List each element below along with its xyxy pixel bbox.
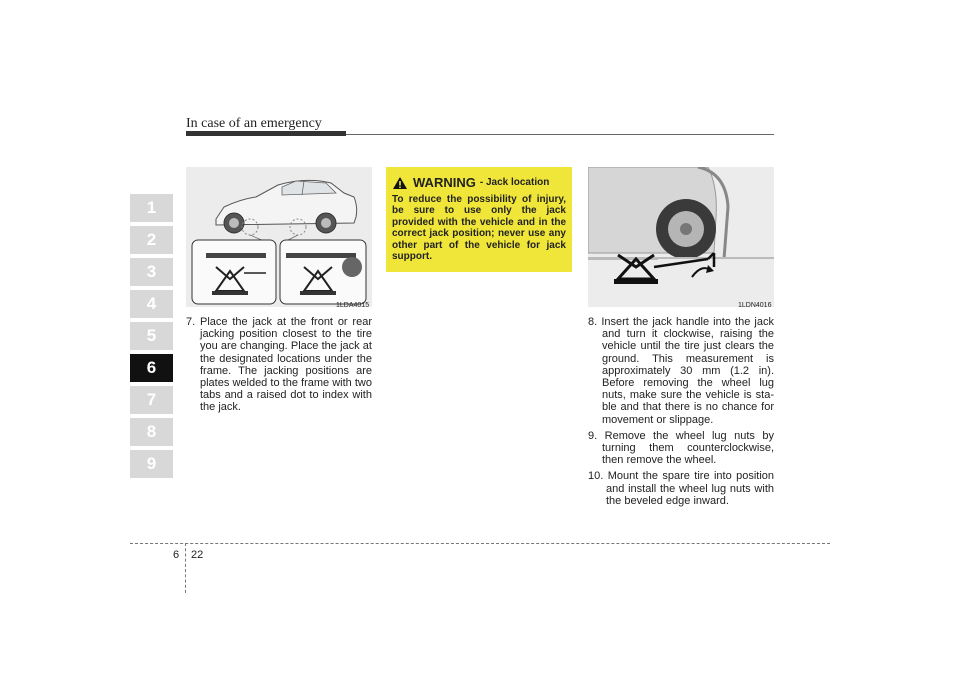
step-7-number: 7.	[186, 316, 196, 328]
chapter-tab-8[interactable]: 8	[130, 418, 173, 446]
step-7-text: Place the jack at the front or rear jacking position closest to the tire you are changing. Place the jack at the designated locations under the frame. The jacking positions are plates welded to the frame with two tabs and a raised dot to index with the jack.	[200, 316, 372, 414]
figure-jack-positions	[186, 167, 372, 307]
header-bar	[186, 131, 346, 136]
jack-handle-illustration	[588, 167, 774, 307]
step-10-text: Mount the spare tire into position and install the wheel lug nuts with the beveled edge inward.	[606, 470, 775, 507]
chapter-tab-9[interactable]: 9	[130, 450, 173, 478]
car-jack-illustration	[186, 167, 372, 307]
warning-text: To reduce the possibility of injury, be sure to use only the jack provided with the vehicle and in the correct jack position; never use any other part of the vehicle for jack support.	[392, 194, 566, 263]
chapter-tabs	[130, 194, 173, 482]
chapter-tab-4[interactable]: 4	[130, 290, 173, 318]
header-rule	[346, 134, 774, 135]
chapter-tab-2[interactable]: 2	[130, 226, 173, 254]
chapter-tab-6[interactable]: 6	[130, 354, 173, 382]
warning-box	[386, 167, 572, 272]
footer-section-number: 6	[173, 549, 180, 561]
warning-title: WARNING	[413, 175, 476, 190]
warning-subtitle: - Jack location	[479, 177, 550, 188]
chapter-tab-5[interactable]: 5	[130, 322, 173, 350]
steps-8-10	[588, 316, 774, 511]
step-10	[588, 470, 774, 507]
figure-code-2: 1LDN4016	[738, 302, 772, 309]
figure-code-1: 1LDA4015	[336, 302, 370, 309]
step-9-number: 9.	[588, 429, 598, 442]
step-7-paragraph	[186, 316, 372, 418]
step-10-number: 10.	[588, 470, 604, 483]
step-8-text: Insert the jack handle into the jack and turn it clockwise, raising the vehicle until the tire just clears the ground. This measurement is approximately 30 mm (1.2 in). Before removing the wheel lug nuts, make sure the vehicle is sta-ble and that there is no chance for movement or slippage.	[601, 316, 774, 426]
step-8-number: 8.	[588, 316, 598, 328]
footer-page-number: 22	[191, 549, 204, 561]
footer-rule	[130, 543, 830, 544]
chapter-tab-1[interactable]: 1	[130, 194, 173, 222]
step-8	[588, 316, 774, 426]
chapter-tab-7[interactable]: 7	[130, 386, 173, 414]
step-9	[588, 430, 774, 467]
step-9-text: Remove the wheel lug nuts by turning them counterclockwise, then remove the wheel.	[602, 429, 774, 467]
chapter-tab-3[interactable]: 3	[130, 258, 173, 286]
warning-triangle-icon	[392, 176, 408, 190]
page-header-title: In case of an emergency	[186, 116, 322, 131]
figure-jack-handle	[588, 167, 774, 307]
warning-header	[392, 175, 566, 190]
footer-divider	[185, 543, 186, 593]
step-7	[186, 316, 372, 414]
